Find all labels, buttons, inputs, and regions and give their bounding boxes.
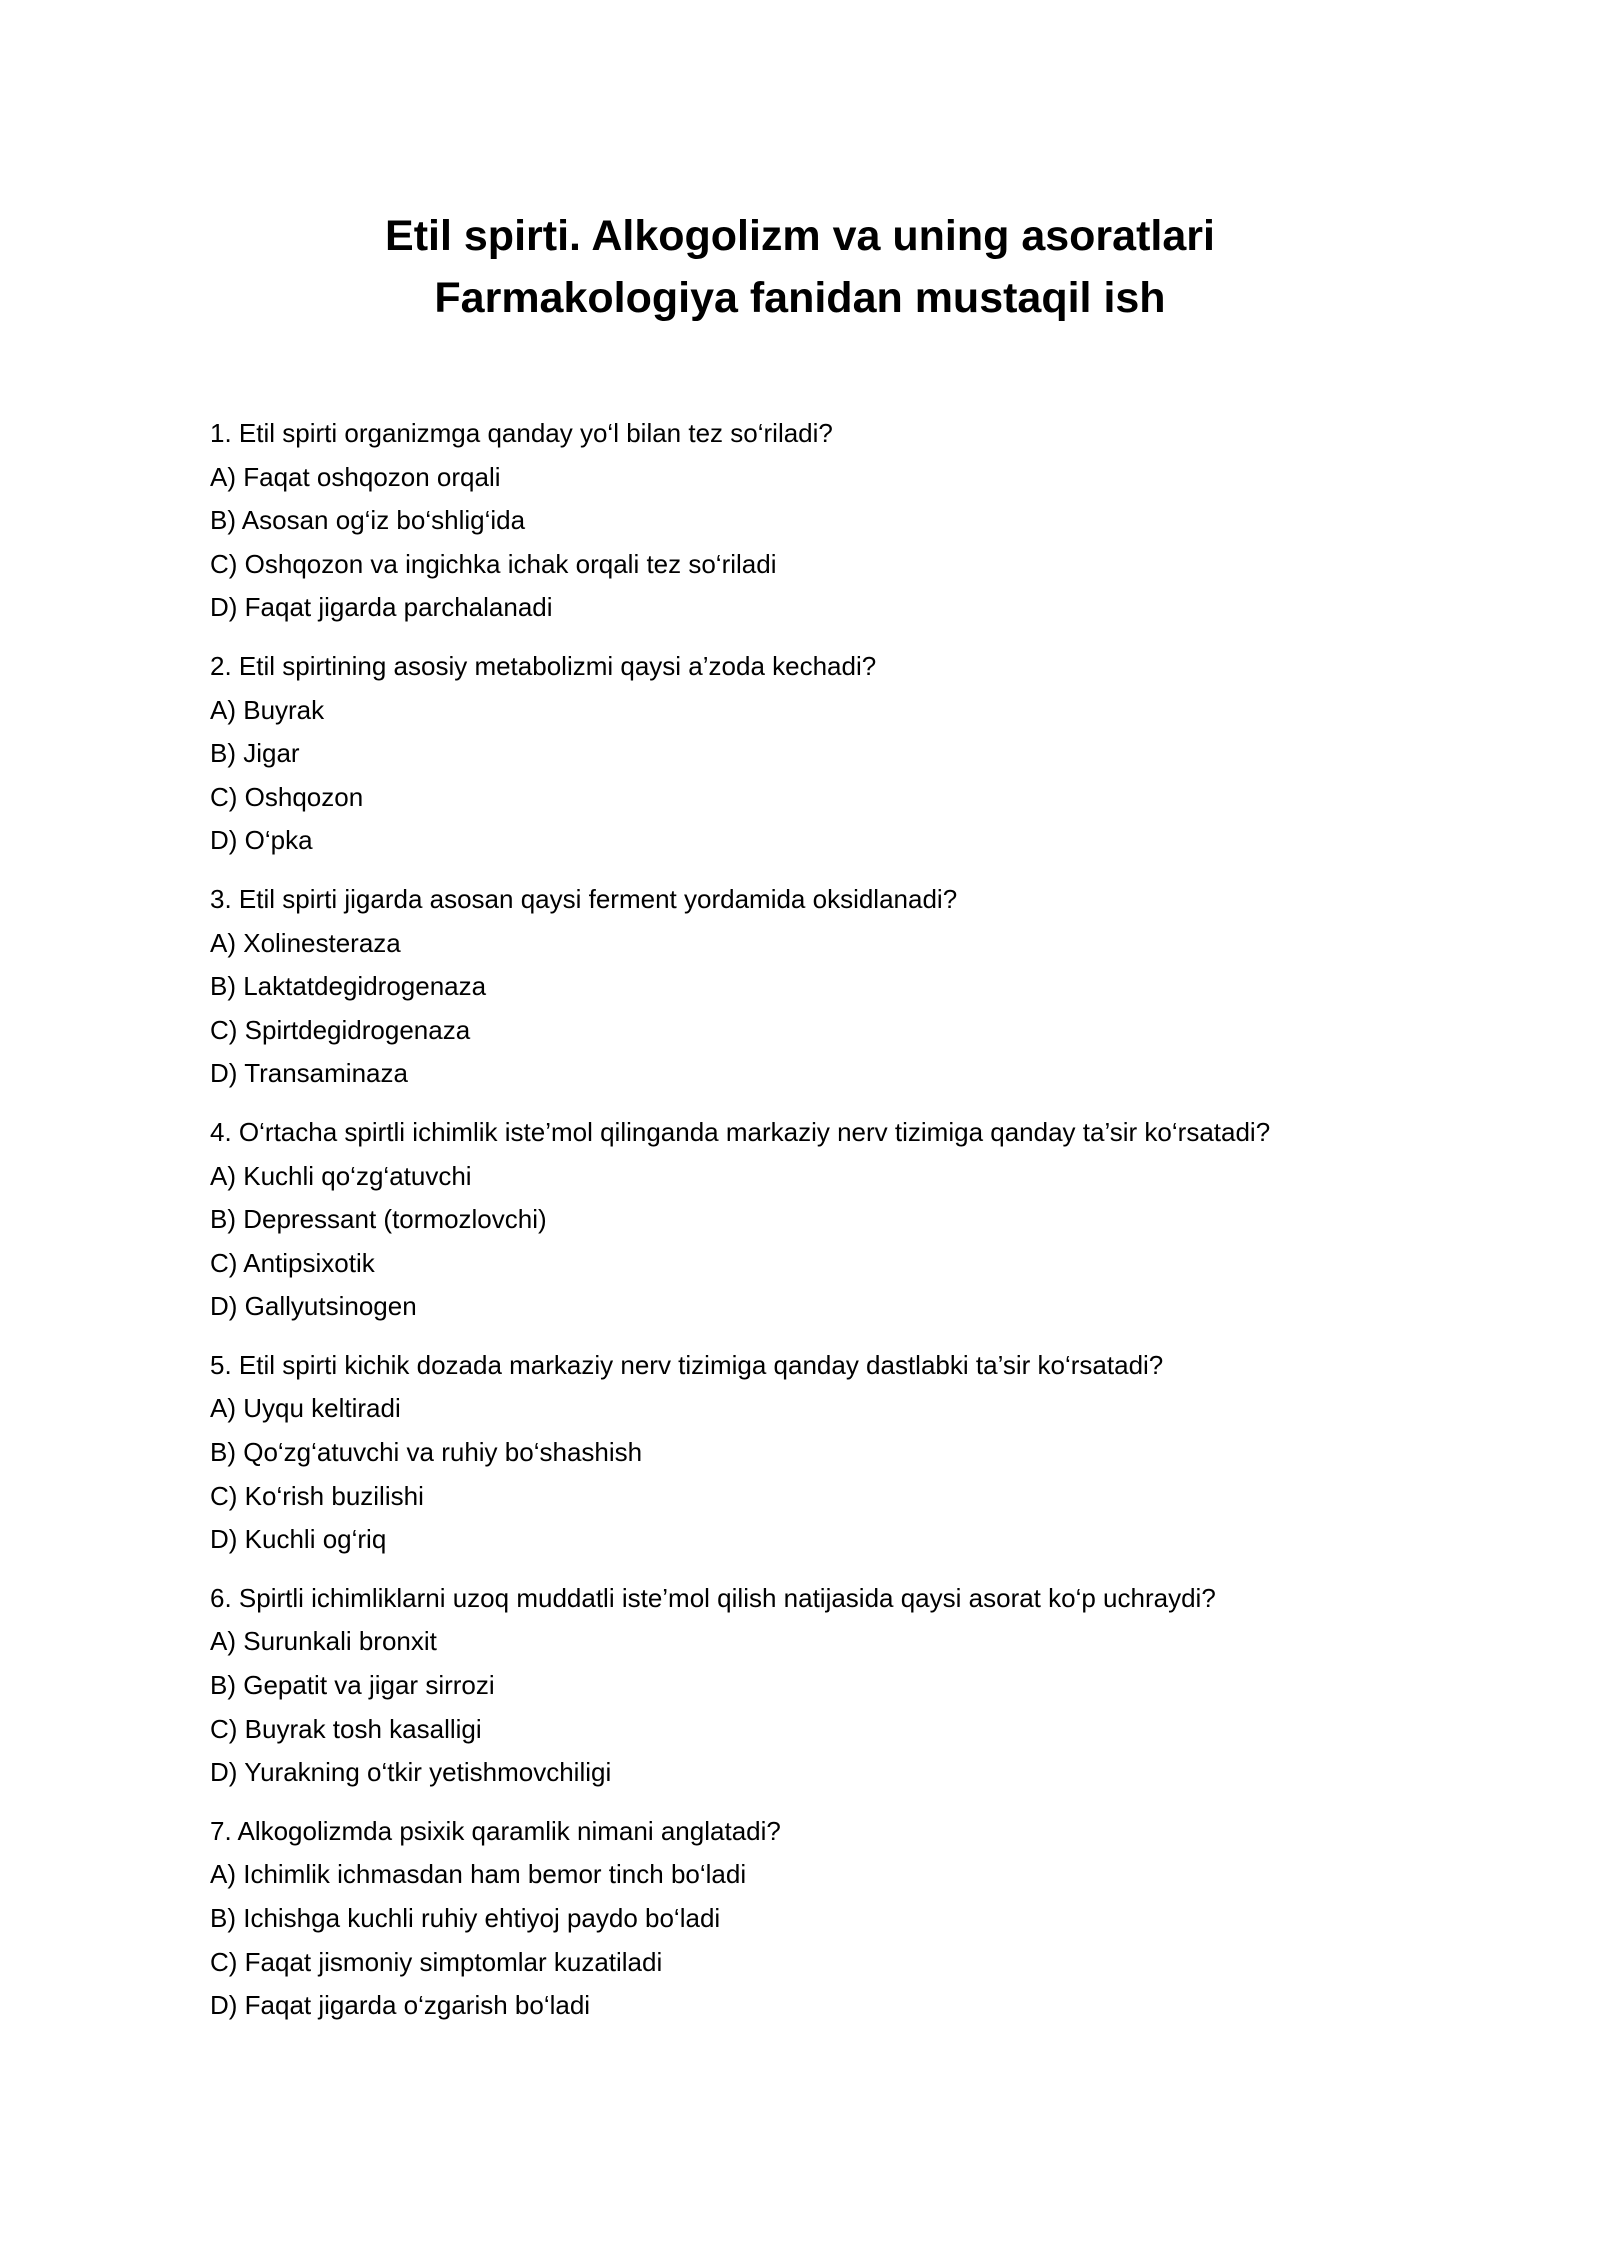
question-text: 2. Etil spirtining asosiy metabolizmi qaysi a’zoda kechadi? bbox=[210, 650, 877, 681]
option-b: B) Jigar bbox=[210, 738, 300, 769]
option-c: C) Faqat jismoniy simptomlar kuzatiladi bbox=[210, 1946, 663, 1977]
option-d: D) Transaminaza bbox=[210, 1058, 408, 1089]
question-4 bbox=[210, 1111, 1410, 1329]
option-a: A) Kuchli qo‘zg‘atuvchi bbox=[210, 1160, 472, 1191]
option-d: D) Faqat jigarda parchalanadi bbox=[210, 592, 553, 623]
option-c: C) Oshqozon bbox=[210, 781, 364, 812]
question-text: 5. Etil spirti kichik dozada markaziy nerv tizimiga qanday dastlabki ta’sir ko‘rsatadi? bbox=[210, 1349, 1164, 1380]
option-c: C) Buyrak tosh kasalligi bbox=[210, 1713, 482, 1744]
question-6 bbox=[210, 1577, 1410, 1795]
option-b: B) Ichishga kuchli ruhiy ehtiyoj paydo bo‘ladi bbox=[210, 1903, 721, 1933]
option-c: C) Spirtdegidrogenaza bbox=[210, 1014, 471, 1045]
option-c: C) Antipsixotik bbox=[210, 1247, 375, 1278]
question-text: 4. O‘rtacha spirtli ichimlik iste’mol qilinganda markaziy nerv tizimiga qanday ta’sir ko‘rsatadi? bbox=[210, 1116, 1271, 1147]
option-b: B) Laktatdegidrogenaza bbox=[210, 971, 487, 1002]
option-b: B) Gepatit va jigar sirrozi bbox=[210, 1670, 495, 1701]
option-d: D) O‘pka bbox=[210, 825, 313, 856]
option-a: A) Xolinesteraza bbox=[210, 927, 401, 958]
question-text: 3. Etil spirti jigarda asosan qaysi ferment yordamida oksidlanadi? bbox=[210, 883, 958, 914]
document-subtitle: Farmakologiya fanidan mustaqil ish bbox=[434, 274, 1166, 322]
question-1 bbox=[210, 412, 1410, 630]
option-a: A) Uyqu keltiradi bbox=[210, 1393, 401, 1424]
option-d: D) Kuchli og‘riq bbox=[210, 1524, 387, 1555]
option-a: A) Surunkali bronxit bbox=[210, 1626, 437, 1657]
question-7 bbox=[210, 1810, 1410, 2028]
option-b: B) Qo‘zg‘atuvchi va ruhiy bo‘shashish bbox=[210, 1437, 643, 1468]
question-text: 7. Alkogolizmda psixik qaramlik nimani anglatadi? bbox=[210, 1815, 781, 1846]
question-2 bbox=[210, 645, 1410, 863]
question-text: 6. Spirtli ichimliklarni uzoq muddatli iste’mol qilish natijasida qaysi asorat ko‘p uchraydi? bbox=[210, 1582, 1216, 1613]
option-a: A) Ichimlik ichmasdan ham bemor tinch bo‘ladi bbox=[210, 1859, 747, 1890]
option-c: C) Oshqozon va ingichka ichak orqali tez so‘riladi bbox=[210, 548, 777, 579]
question-text: 1. Etil spirti organizmga qanday yo‘l bilan tez so‘riladi? bbox=[210, 418, 833, 448]
option-d: D) Faqat jigarda o‘zgarish bo‘ladi bbox=[210, 1990, 591, 2021]
option-b: B) Depressant (tormozlovchi) bbox=[210, 1204, 547, 1235]
option-b: B) Asosan og‘iz bo‘shlig‘ida bbox=[210, 505, 526, 536]
option-c: C) Ko‘rish buzilishi bbox=[210, 1480, 424, 1511]
option-a: A) Faqat oshqozon orqali bbox=[210, 461, 501, 492]
question-list bbox=[210, 412, 1410, 2043]
option-a: A) Buyrak bbox=[210, 694, 325, 725]
title-block bbox=[0, 205, 1600, 329]
option-d: D) Yurakning o‘tkir yetishmovchiligi bbox=[210, 1757, 612, 1788]
question-3 bbox=[210, 878, 1410, 1096]
option-d: D) Gallyutsinogen bbox=[210, 1291, 417, 1322]
question-5 bbox=[210, 1344, 1410, 1562]
document-title: Etil spirti. Alkogolizm va uning asoratlari bbox=[385, 212, 1215, 260]
